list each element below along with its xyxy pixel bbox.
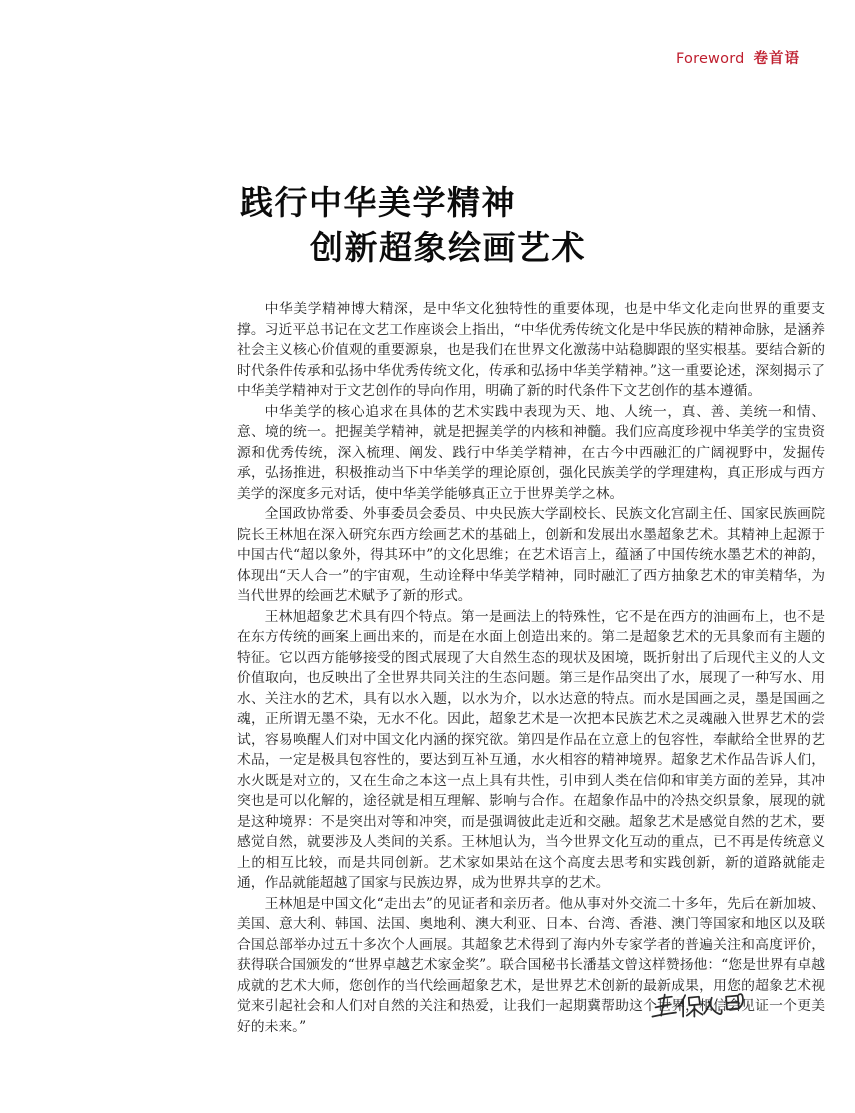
foreword-label-en: Foreword <box>676 51 745 67</box>
paragraph-5: 王林旭是中国文化“走出去”的见证者和亲历者。他从事对外交流二十多年，先后在新加坡、美国、意大利、韩国、法国、奥地利、澳大利亚、日本、台湾、香港、澳门等国家和地区以及联合国总部举办过五十多次个人画展。其超象艺术得到了海内外专家学者的普遍关注和高度评价，获得联合国颁发的“世界卓越艺术家金奖”。联合国秘书长潘基文曾这样赞扬他：“您是世界有卓越成就的艺术大师，您创作的当代绘画超象艺术，是世界艺术创新的最新成果，用您的超象艺术视觉来引起社会和人们对自然的关注和热爱，让我们一起期冀帮助这个世界，相信会见证一个更美好的未来。” <box>237 895 825 1035</box>
foreword-label-zh: 卷首语 <box>753 50 800 67</box>
paragraph-1: 中华美学精神博大精深，是中华文化独特性的重要体现，也是中华文化走向世界的重要支撑。习近平总书记在文艺工作座谈会上指出，“中华优秀传统文化是中华民族的精神命脉，是涵养社会主义核心价值观的重要源泉，也是我们在世界文化激荡中站稳脚跟的坚实根基。要结合新的时代条件传承和弘扬中华优秀传统文化，传承和弘扬中华美学精神。”这一重要论述，深刻揭示了中华美学精神对于文艺创作的导向作用，明确了新的时代条件下文艺创作的基本遵循。 <box>237 301 825 399</box>
paragraph-3: 全国政协常委、外事委员会委员、中央民族大学副校长、民族文化宫副主任、国家民族画院院长王林旭在深入研究东西方绘画艺术的基础上，创新和发展出水墨超象艺术。其精神上起源于中国古代“超以象外，得其环中”的文化思维；在艺术语言上，蕴涵了中国传统水墨艺术的神韵，体现出“天人合一”的宇宙观，生动诠释中华美学精神，同时融汇了西方抽象艺术的审美精华，为当代世界的绘画艺术赋予了新的形式。 <box>237 506 825 604</box>
signature-handwriting <box>648 988 753 1034</box>
article-body <box>237 299 825 1037</box>
article-title <box>240 180 586 270</box>
page-corner-label <box>676 51 800 67</box>
article-title-line-2: 创新超象绘画艺术 <box>310 228 586 267</box>
paragraph-4: 王林旭超象艺术具有四个特点。第一是画法上的特殊性，它不是在西方的油画布上，也不是在东方传统的画案上画出来的，而是在水面上创造出来的。第二是超象艺术的无具象而有主题的特征。它以西方能够接受的图式展现了大自然生态的现状及困境，既折射出了后现代主义的人文价值取向，也反映出了全世界共同关注的生态问题。第三是作品突出了水，展现了一种写水、用水、关注水的艺术，具有以水入题，以水为介，以水达意的特点。而水是国画之灵，墨是国画之魂，正所谓无墨不染，无水不化。因此，超象艺术是一次把本民族艺术之灵魂融入世界艺术的尝试，容易唤醒人们对中国文化内涵的探究欲。第四是作品在立意上的包容性，奉献给全世界的艺术品，一定是极具包容性的，要达到互补互通，水火相容的精神境界。超象艺术作品告诉人们，水火既是对立的，又在生命之本这一点上具有共性，引申到人类在信仰和审美方面的差异，其冲突也是可以化解的，途径就是相互理解、影响与合作。在超象作品中的冷热交织景象，展现的就是这种境界：不是突出对等和冲突，而是强调彼此走近和交融。超象艺术是感觉自然的艺术，要感觉自然，就要涉及人类间的关系。王林旭认为，当今世界文化互动的重点，已不再是传统意义上的相互比较，而是共同创新。艺术家如果站在这个高度去思考和实践创新，新的道路就能走通，作品就能超越了国家与民族边界，成为世界共享的艺术。 <box>237 608 825 891</box>
article-title-line-1: 践行中华美学精神 <box>240 183 516 222</box>
paragraph-2: 中华美学的核心追求在具体的艺术实践中表现为天、地、人统一，真、善、美统一和情、意、境的统一。把握美学精神，就是把握美学的内核和神髓。我们应高度珍视中华美学的宝贵资源和优秀传统，深入梳理、阐发、践行中华美学精神，在古今中西融汇的广阔视野中，发掘传承，弘扬推进，积极推动当下中华美学的理论原创，强化民族美学的学理建构，真正形成与西方美学的深度多元对话，使中华美学能够真正立于世界美学之林。 <box>237 403 825 502</box>
